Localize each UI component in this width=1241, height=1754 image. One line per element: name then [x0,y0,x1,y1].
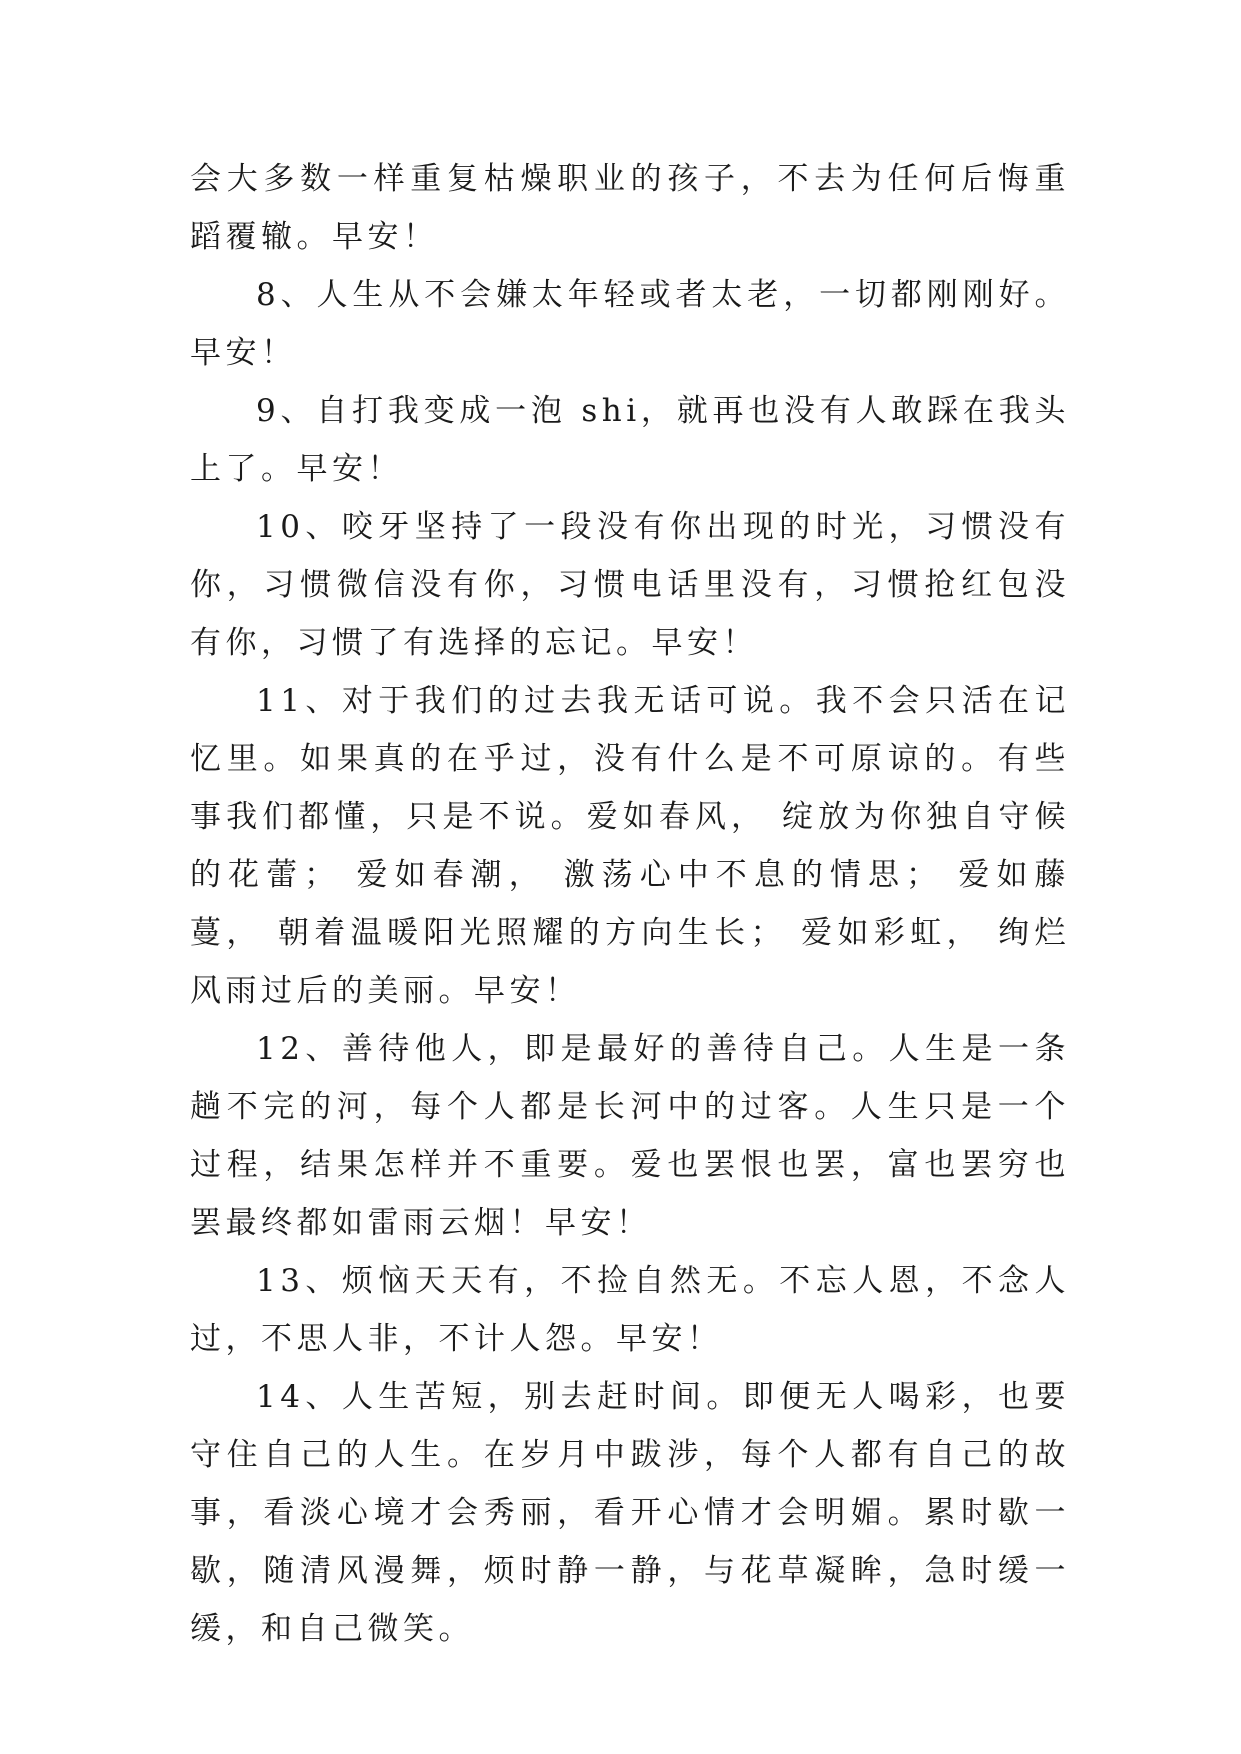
paragraph-item-11: 11、对于我们的过去我无话可说。我不会只活在记忆里。如果真的在乎过，没有什么是不可原谅的。有些事我们都懂，只是不说。爱如春风， 绽放为你独自守候的花蕾； 爱如春潮， 激荡心中不息的情思； 爱如藤蔓， 朝着温暖阳光照耀的方向生长； 爱如彩虹， 绚烂风雨过后的美丽。早安！ [190,683,1070,1009]
paragraph-item-14: 14、人生苦短，别去赶时间。即便无人喝彩，也要守住自己的人生。在岁月中跋涉，每个人都有自己的故事，看淡心境才会秀丽，看开心情才会明媚。累时歇一歇，随清风漫舞，烦时静一静，与花草凝眸，急时缓一缓，和自己微笑。 [190,1379,1070,1647]
document-body [190,150,1070,1658]
paragraph-continuation: 会大多数一样重复枯燥职业的孩子，不去为任何后悔重蹈覆辙。早安！ [190,161,1070,255]
paragraph-item-8: 8、人生从不会嫌太年轻或者太老，一切都刚刚好。早安！ [190,277,1070,371]
paragraph-item-10: 10、咬牙坚持了一段没有你出现的时光，习惯没有你，习惯微信没有你，习惯电话里没有，习惯抢红包没有你，习惯了有选择的忘记。早安！ [190,509,1070,661]
paragraph-item-12: 12、善待他人，即是最好的善待自己。人生是一条趟不完的河，每个人都是长河中的过客。人生只是一个过程，结果怎样并不重要。爱也罢恨也罢，富也罢穷也罢最终都如雷雨云烟！早安！ [190,1031,1070,1241]
paragraph-item-9: 9、自打我变成一泡 shi，就再也没有人敢踩在我头上了。早安！ [190,393,1070,487]
paragraph-item-13: 13、烦恼天天有，不捡自然无。不忘人恩，不念人过，不思人非，不计人怨。早安！ [190,1263,1070,1357]
